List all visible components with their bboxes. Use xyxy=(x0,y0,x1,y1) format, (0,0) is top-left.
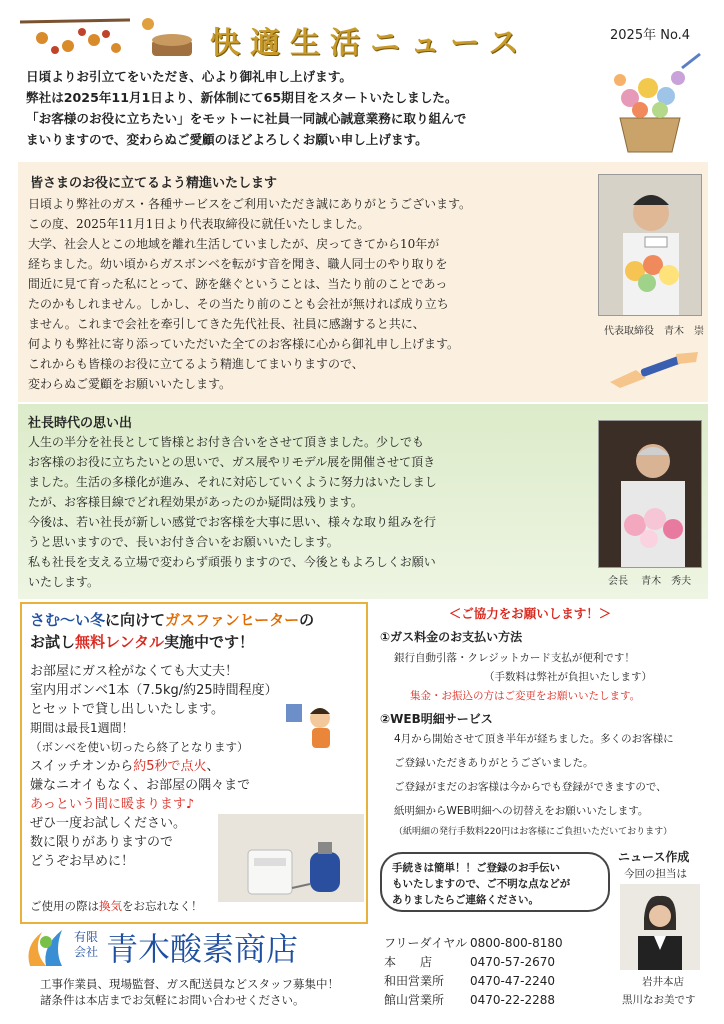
payment-heading: ①ガス料金のお支払い方法 xyxy=(380,630,523,644)
promo-text: をお忘れなく！ xyxy=(122,899,203,913)
body-line: たが、お客様目線でどれ程効果があったのか疑問は残ります。 xyxy=(28,495,363,509)
promo-head-part: ガスファンヒーター xyxy=(165,611,300,629)
body-line: 間近に見て育った私にとって、跡を継ぐということは、当たり前のことであっ xyxy=(28,277,448,291)
collection-note: 集金・お振込の方はご変更をお願いいたします。 xyxy=(410,690,641,702)
promo-line: 数に限りがありますので xyxy=(30,835,174,850)
bubble-line: ありましたらご連絡ください。 xyxy=(392,894,539,906)
body-line: 変わらぬご愛顧をお願いいたします。 xyxy=(28,377,232,391)
president-photo xyxy=(598,174,702,316)
promo-text: スイッチオンから xyxy=(30,759,134,774)
body-line: ました。生活の多様化が進み、それに対応していくように努力はいたしまし xyxy=(28,475,437,489)
promo-text: 、 xyxy=(206,759,220,774)
body-line: 経ちました。幼い頃からガスボンベを転がす音を聞き、職人同士のやり取りを xyxy=(28,257,448,271)
promo-text: 換気 xyxy=(99,899,122,913)
phone-row xyxy=(384,972,563,991)
flower-basket-illustration xyxy=(590,48,710,158)
company-name: 青木酸素商店 xyxy=(106,930,299,968)
body-line: うと思いますので、長いお付き合いをお願いいたします。 xyxy=(28,535,339,549)
help-speech-bubble xyxy=(380,852,610,912)
promo-heading-line1 xyxy=(30,610,314,631)
promo-line: どうぞお早めに！ xyxy=(30,854,135,869)
promo-head-part: 実施中です！ xyxy=(164,633,255,651)
payment-text: 銀行自動引落・クレジットカード支払が便利です！ xyxy=(394,652,635,664)
section-heading: 皆さまのお役に立てるよう精進いたします xyxy=(30,176,278,191)
phone-row xyxy=(384,934,563,953)
fan-heater-photo xyxy=(218,814,364,902)
body-line: 大学、社会人とこの地域を離れ生活していましたが、戻ってきてから10年が xyxy=(28,237,440,251)
cooperation-title: ＜ご協力をお願いします！＞ xyxy=(448,606,612,621)
body-line: お客様のお役に立ちたいとの思いで、ガス展やリモデル展を開催させて頂き xyxy=(28,455,436,469)
recruit-line: 工事作業員、現場監督、ガス配送員などスタッフ募集中！ xyxy=(40,977,339,991)
section-body xyxy=(28,194,471,394)
promo-head-part: に向けて xyxy=(105,611,166,629)
bubble-line: 手続きは簡単！！ご登録のお手伝い xyxy=(392,862,560,874)
photo-caption: 会長 青木 秀夫 xyxy=(608,576,692,587)
news-maker-title: ニュース作成 xyxy=(618,850,690,864)
staff-photo xyxy=(620,884,700,970)
company-type: 有限会社 xyxy=(74,930,99,959)
autumn-leaves-branch-illustration xyxy=(20,14,200,62)
web-statement-line: ご登録いただきありがとうございました。 xyxy=(394,757,594,769)
body-line: たのかもしれません。しかし、その当たり前のことも会社が無ければ成り立ち xyxy=(28,297,449,311)
phone-number[interactable]: 0470-57-2670 xyxy=(470,955,556,969)
body-line: 何よりも弊社に寄り添っていただいた全てのお客様に心から御礼申し上げます。 xyxy=(28,337,460,351)
body-line: 人生の半分を社長として皆様とお付き合いをさせて頂きました。少しでも xyxy=(28,435,425,449)
web-statement-heading: ②WEB明細サービス xyxy=(380,712,493,726)
bubble-line: もいたしますので、ご不明な点などが xyxy=(392,878,571,890)
intro-greeting xyxy=(26,66,586,150)
promo-text: 約5秒で点火 xyxy=(133,759,207,774)
web-statement-line: 4月から開始させて頂き半年が経ちました。多くのお客様に xyxy=(394,733,674,745)
intro-line: 弊社は2025年11月1日より、新体制にて65期目をスタートいたしました。 xyxy=(26,90,458,105)
promo-head-part: さむ～い冬 xyxy=(30,611,106,629)
phone-label: 本 店 xyxy=(384,955,433,969)
baton-pass-illustration xyxy=(606,348,702,388)
body-line: 日頃より弊社のガス・各種サービスをご利用いただき誠にありがとうございます。 xyxy=(28,197,472,211)
phone-row xyxy=(384,991,563,1010)
phone-label: 和田営業所 xyxy=(384,974,445,988)
staff-office: 岩井本店 xyxy=(642,976,684,988)
child-warming-illustration xyxy=(284,700,340,756)
paper-fee-note: （紙明細の発行手数料220円はお客様にご負担いただいております） xyxy=(394,827,673,837)
promo-line: 期間は最長1週間！ xyxy=(30,721,134,735)
phone-number[interactable]: 0470-22-2288 xyxy=(470,993,556,1007)
ventilation-note xyxy=(30,898,203,914)
issue-number: 2025年 No.4 xyxy=(610,28,691,43)
web-statement-line: 紙明細からWEB明細への切替えをお願いいたします。 xyxy=(394,805,649,817)
promo-line: とセットで貸し出しいたします。 xyxy=(30,702,224,717)
news-maker-sub: 今回の担当は xyxy=(624,868,687,880)
phone-number[interactable]: 0800-800-8180 xyxy=(470,936,563,950)
phone-row xyxy=(384,953,563,972)
staff-name: 黒川なお美です xyxy=(622,994,696,1006)
promo-text: ご使用の際は xyxy=(30,899,99,913)
intro-line: 日頃よりお引立てをいただき、心より御礼申し上げます。 xyxy=(26,69,352,84)
promo-line: お部屋にガス栓がなくても大丈夫！ xyxy=(30,664,239,679)
web-statement-line: ご登録がまだのお客様は今からでも登録ができますので、 xyxy=(394,781,667,793)
chairman-photo xyxy=(598,420,702,568)
promo-line: ぜひ一度お試しください。 xyxy=(30,816,187,831)
body-line: 今後は、若い社長が新しい感覚でお客様を大事に思い、様々な取り組みを行 xyxy=(28,515,437,529)
recruit-line: 諸条件は本店までお気軽にお問い合わせください。 xyxy=(40,993,305,1007)
photo-caption: 代表取締役 青木 崇 xyxy=(604,326,704,337)
fee-note: （手数料は弊社が負担いたします） xyxy=(484,671,652,683)
promo-head-part: の xyxy=(299,611,315,629)
promo-line: 嫌なニオイもなく、お部屋の隅々まで xyxy=(30,778,251,793)
promo-head-part: お試し xyxy=(30,633,76,651)
body-line: この度、2025年11月1日より代表取締役に就任いたしました。 xyxy=(28,217,370,231)
promo-line xyxy=(30,757,278,776)
newsletter-title: 快適生活ニュース xyxy=(210,26,529,61)
intro-line: まいりますので、変わらぬご愛顧のほどよろしくお願い申し上げます。 xyxy=(26,132,428,147)
promo-line: あっという間に暖まります♪ xyxy=(30,797,195,812)
body-line: これからも皆様のお役に立てるよう精進してまいりますので、 xyxy=(28,357,364,371)
fan-heater-rental-promo xyxy=(20,602,368,924)
body-line: 私も社長を支える立場で変わらず頑張りますので、今後ともよろしくお願い xyxy=(28,555,436,569)
new-president-section xyxy=(18,162,708,402)
chairman-memories-section xyxy=(18,404,708,599)
cooperation-request xyxy=(380,604,710,842)
body-line: いたします。 xyxy=(28,575,100,589)
promo-heading-line2 xyxy=(30,632,254,653)
promo-head-part: 無料レンタル xyxy=(75,633,165,651)
phone-number[interactable]: 0470-47-2240 xyxy=(470,974,556,988)
section-heading: 社長時代の思い出 xyxy=(28,416,133,431)
phone-label: 館山営業所 xyxy=(384,993,445,1007)
company-logo xyxy=(22,926,70,970)
phone-list xyxy=(384,934,563,1010)
intro-line: 「お客様のお役に立ちたい」をモットーに社員一同誠心誠意業務に取り組んで xyxy=(26,111,467,126)
phone-label: フリーダイヤル xyxy=(384,936,468,950)
body-line: ません。これまで会社を牽引してきた先代社長、社員に感謝すると共に、 xyxy=(28,317,425,331)
section-body xyxy=(28,432,437,592)
promo-line: 室内用ボンベ1本（7.5kg/約25時間程度） xyxy=(30,683,278,698)
promo-line: （ボンベを使い切ったら終了となります） xyxy=(30,740,249,754)
